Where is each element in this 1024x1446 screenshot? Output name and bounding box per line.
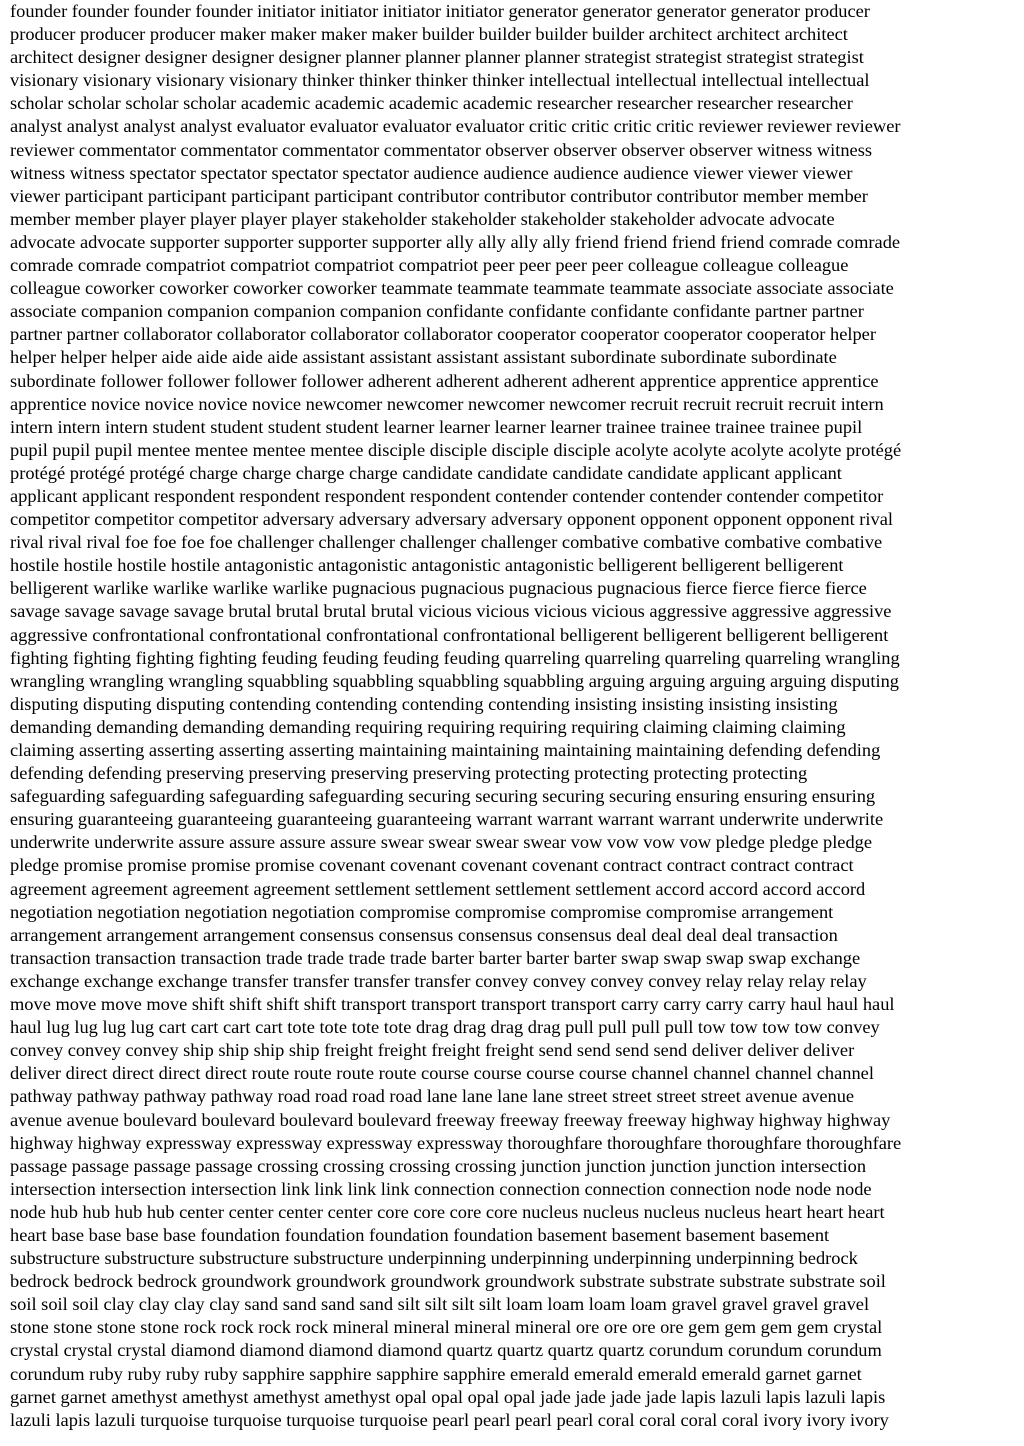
text-line: passage passage passage passage crossing crossing crossing crossing junction junction junction junction intersection — [10, 1155, 867, 1176]
text-line: soil soil soil clay clay clay clay sand sand sand sand silt silt silt silt loam loam loam loam gravel gravel gravel gravel — [10, 1294, 870, 1315]
text-line: move move move move shift shift shift shift transport transport transport transport carry carry carry carry haul haul haul — [10, 994, 895, 1015]
text-line: associate companion companion companion companion confidante confidante confidante confidante partner partner — [10, 301, 864, 322]
text-line: analyst analyst analyst analyst evaluator evaluator evaluator evaluator critic critic critic critic reviewer reviewer reviewer — [10, 116, 901, 137]
text-line: scholar scholar scholar scholar academic academic academic academic researcher researcher researcher researcher — [10, 93, 853, 114]
text-line: underwrite underwrite assure assure assure assure swear swear swear swear vow vow vow vow pledge pledge pledge — [10, 832, 873, 853]
text-line: substructure substructure substructure substructure underpinning underpinning underpinning underpinning bedrock — [10, 1248, 858, 1269]
text-line: demanding demanding demanding demanding requiring requiring requiring requiring claiming claiming claiming — [10, 716, 846, 737]
text-line: hostile hostile hostile hostile antagonistic antagonistic antagonistic antagonistic belligerent belligerent belligerent — [10, 555, 844, 576]
text-line: safeguarding safeguarding safeguarding safeguarding securing securing securing securing ensuring ensuring ensuring — [10, 786, 876, 807]
text-line: applicant applicant respondent respondent respondent respondent contender contender contender contender competitor — [10, 485, 884, 506]
text-line: colleague coworker coworker coworker coworker teammate teammate teammate teammate associate associate associate — [10, 278, 894, 299]
text-line: pledge promise promise promise promise covenant covenant covenant covenant contract contract contract contract — [10, 855, 854, 876]
text-line: rival rival rival foe foe foe foe challenger challenger challenger challenger combative combative combative combative — [10, 532, 883, 553]
text-line: competitor competitor competitor adversary adversary adversary adversary opponent opponent opponent opponent rival — [10, 509, 893, 530]
text-line: node hub hub hub hub center center center center core core core core nucleus nucleus nucleus nucleus heart heart heart — [10, 1201, 885, 1222]
text-line: viewer participant participant participant participant contributor contributor contributor contributor member member — [10, 185, 868, 206]
text-line: crystal crystal crystal diamond diamond diamond diamond quartz quartz quartz quartz corundum corundum corundum — [10, 1340, 882, 1361]
text-line: deliver direct direct direct direct route route route route course course course course channel channel channel channel — [10, 1063, 874, 1084]
text-line: aggressive confrontational confrontational confrontational confrontational belligerent belligerent belligerent belligerent — [10, 624, 889, 645]
text-line: highway highway expressway expressway expressway expressway thoroughfare thoroughfare thoroughfare thoroughfare — [10, 1132, 902, 1153]
text-line: disputing disputing disputing contending contending contending contending insisting insisting insisting insisting — [10, 693, 838, 714]
text-line: arrangement arrangement arrangement consensus consensus consensus consensus deal deal deal deal transaction — [10, 924, 838, 945]
text-line: subordinate follower follower follower follower adherent adherent adherent adherent apprentice apprentice apprentice — [10, 370, 879, 391]
text-line: savage savage savage savage brutal brutal brutal brutal vicious vicious vicious vicious aggressive aggressive aggressive — [10, 601, 892, 622]
text-line: pathway pathway pathway pathway road road road road lane lane lane lane street street street street avenue avenue — [10, 1086, 855, 1107]
text-line: garnet garnet amethyst amethyst amethyst amethyst opal opal opal opal jade jade jade jade lapis lazuli lapis lazuli lapis — [10, 1386, 886, 1407]
text-line: heart base base base base foundation foundation foundation foundation basement basement basement basement — [10, 1224, 830, 1245]
text-line: exchange exchange exchange transfer transfer transfer transfer convey convey convey convey relay relay relay relay — [10, 970, 867, 991]
text-line: wrangling wrangling wrangling squabbling squabbling squabbling squabbling arguing arguing arguing arguing disputing — [10, 670, 899, 691]
text-line: advocate advocate supporter supporter supporter supporter ally ally ally ally friend friend friend friend comrade comrade — [10, 231, 901, 252]
text-line: architect designer designer designer designer planner planner planner planner strategist strategist strategist strategist — [10, 47, 864, 68]
text-line: founder founder founder founder initiator initiator initiator initiator generator generator generator generator producer — [10, 1, 870, 21]
text-line: partner partner collaborator collaborator collaborator collaborator cooperator cooperator cooperator cooperator helper — [10, 324, 876, 345]
text-line: convey convey convey ship ship ship ship freight freight freight freight send send send send deliver deliver deliver — [10, 1040, 855, 1061]
text-line: avenue avenue boulevard boulevard boulevard boulevard freeway freeway freeway freeway highway highway highway — [10, 1109, 891, 1130]
text-line: negotiation negotiation negotiation negotiation compromise compromise compromise compromise arrangement — [10, 901, 834, 922]
text-line: claiming asserting asserting asserting asserting maintaining maintaining maintaining maintaining defending defending — [10, 740, 881, 760]
text-line: transaction transaction transaction trade trade trade trade barter barter barter barter swap swap swap swap exchange — [10, 947, 861, 968]
text-line: ensuring guaranteeing guaranteeing guaranteeing guaranteeing warrant warrant warrant warrant underwrite underwrite — [10, 809, 884, 830]
text-line: visionary visionary visionary visionary thinker thinker thinker thinker intellectual intellectual intellectual intellectual — [10, 70, 870, 91]
text-line: belligerent warlike warlike warlike warlike pugnacious pugnacious pugnacious pugnacious fierce fierce fierce fierce — [10, 578, 867, 599]
text-line: apprentice novice novice novice novice newcomer newcomer newcomer newcomer recruit recruit recruit recruit intern — [10, 393, 884, 414]
text-line: agreement agreement agreement agreement settlement settlement settlement settlement accord accord accord accord — [10, 878, 866, 899]
text-line: member member player player player player stakeholder stakeholder stakeholder stakeholder advocate advocate — [10, 208, 835, 229]
text-line: reviewer commentator commentator commentator commentator observer observer observer observer witness witness — [10, 139, 873, 160]
text-line: stone stone stone stone rock rock rock rock mineral mineral mineral mineral ore ore ore ore gem gem gem gem crystal — [10, 1317, 883, 1338]
text-line: pupil pupil pupil mentee mentee mentee mentee disciple disciple disciple disciple acolyte acolyte acolyte acolyte protégé — [10, 439, 902, 460]
text-line: protégé protégé protégé charge charge charge charge candidate candidate candidate candidate applicant applicant — [10, 462, 842, 483]
text-line: comrade comrade compatriot compatriot compatriot compatriot peer peer peer peer colleague colleague colleague — [10, 255, 849, 276]
text-line: haul lug lug lug lug cart cart cart cart tote tote tote tote drag drag drag drag pull pull pull pull tow tow tow tow convey — [10, 1017, 880, 1038]
text-line: intersection intersection intersection link link link link connection connection connection connection node node node — [10, 1178, 872, 1199]
text-line: helper helper helper aide aide aide aide assistant assistant assistant assistant subordinate subordinate subordinate — [10, 347, 837, 368]
text-line: corundum ruby ruby ruby ruby sapphire sapphire sapphire sapphire emerald emerald emerald emerald garnet garnet — [10, 1363, 862, 1384]
text-line: fighting fighting fighting fighting feuding feuding feuding feuding quarreling quarreling quarreling quarreling wrangling — [10, 647, 900, 668]
text-line: bedrock bedrock bedrock groundwork groundwork groundwork groundwork substrate substrate substrate substrate soil — [10, 1271, 886, 1292]
text-line: lazuli lapis lazuli turquoise turquoise turquoise turquoise pearl pearl pearl pearl coral coral coral coral ivory ivory ivory — [10, 1409, 889, 1430]
text-line: witness witness spectator spectator spectator spectator audience audience audience audience viewer viewer viewer — [10, 162, 853, 183]
text-line: defending defending preserving preserving preserving preserving protecting protecting protecting protecting — [10, 763, 808, 784]
text-line: producer producer producer maker maker maker maker builder builder builder builder architect architect architect — [10, 24, 848, 45]
text-line: intern intern intern student student student student learner learner learner learner trainee trainee trainee trainee pupil — [10, 416, 863, 437]
